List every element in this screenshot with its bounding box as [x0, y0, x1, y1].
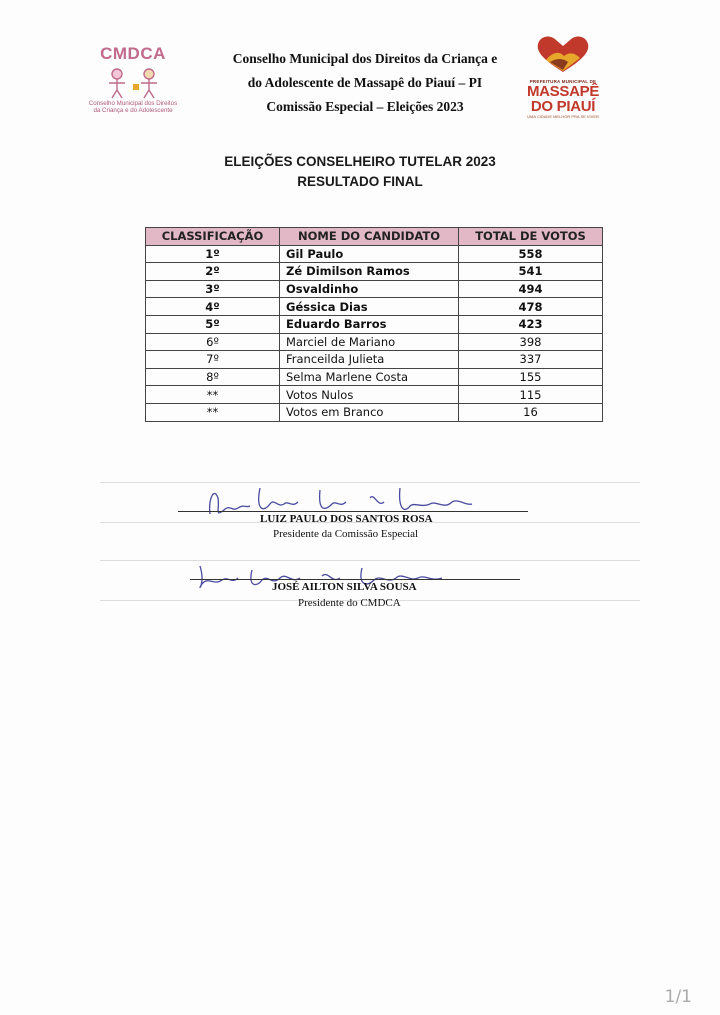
candidate-cell: Franceilda Julieta [280, 351, 459, 369]
header-line-2: do Adolescente de Massapê do Piauí – PI [247, 75, 483, 90]
rank-cell: ** [146, 386, 280, 404]
signatory-role: Presidente da Comissão Especial [273, 528, 419, 540]
document-titles [0, 152, 720, 192]
page-indicator: 1/1 [664, 987, 692, 1007]
signature-line [190, 579, 520, 580]
column-header-rank: CLASSIFICAÇÃO [146, 228, 280, 246]
candidate-cell: Eduardo Barros [280, 315, 459, 333]
rank-cell: 8º [146, 368, 280, 386]
signature-line [178, 511, 528, 512]
rank-cell: 1º [146, 245, 280, 263]
table-row [146, 351, 603, 369]
table-row [146, 386, 603, 404]
massape-logo [520, 34, 606, 124]
table-header-row [146, 228, 603, 246]
table-row [146, 298, 603, 316]
candidate-cell: Votos Nulos [280, 386, 459, 404]
table-row [146, 315, 603, 333]
votes-cell: 494 [459, 280, 603, 298]
document-header [200, 47, 530, 119]
massape-logo-line1: MASSAPÊ [526, 83, 600, 100]
heart-landscape-icon [534, 34, 592, 74]
votes-cell: 478 [459, 298, 603, 316]
votes-cell: 541 [459, 263, 603, 281]
rank-cell: ** [146, 403, 280, 421]
candidate-cell: Osvaldinho [280, 280, 459, 298]
candidate-cell: Selma Marlene Costa [280, 368, 459, 386]
rank-cell: 7º [146, 351, 280, 369]
children-figures-icon [93, 66, 173, 100]
cmdca-subtitle-2: da Criança e do Adolescente [93, 107, 173, 114]
candidate-cell: Géssica Dias [280, 298, 459, 316]
table-row [146, 280, 603, 298]
signatory-role: Presidente do CMDCA [298, 597, 401, 609]
votes-cell: 16 [459, 403, 603, 421]
table-row [146, 368, 603, 386]
rank-cell: 4º [146, 298, 280, 316]
candidate-cell: Zé Dimilson Ramos [280, 263, 459, 281]
votes-cell: 337 [459, 351, 603, 369]
rank-cell: 2º [146, 263, 280, 281]
massape-logo-top: PREFEITURA MUNICIPAL DE [529, 79, 597, 84]
table-row [146, 403, 603, 421]
table-row [146, 333, 603, 351]
table-row [146, 245, 603, 263]
document-title: ELEIÇÕES CONSELHEIRO TUTELAR 2023 [224, 154, 496, 169]
votes-cell: 558 [459, 245, 603, 263]
signatory-name: JOSÉ AILTON SILVA SOUSA [272, 581, 417, 593]
candidate-cell: Gil Paulo [280, 245, 459, 263]
rank-cell: 5º [146, 315, 280, 333]
votes-cell: 155 [459, 368, 603, 386]
signatory-name: LUIZ PAULO DOS SANTOS ROSA [260, 513, 433, 525]
cmdca-logo [78, 44, 188, 119]
column-header-name: NOME DO CANDIDATO [280, 228, 459, 246]
column-header-votes: TOTAL DE VOTOS [459, 228, 603, 246]
rank-cell: 3º [146, 280, 280, 298]
candidate-cell: Marciel de Mariano [280, 333, 459, 351]
document-subtitle: RESULTADO FINAL [297, 174, 423, 189]
results-table [145, 227, 603, 422]
rank-cell: 6º [146, 333, 280, 351]
cmdca-subtitle-1: Conselho Municipal dos Direitos [88, 100, 178, 107]
votes-cell: 423 [459, 315, 603, 333]
votes-cell: 115 [459, 386, 603, 404]
cmdca-logo-text: CMDCA [100, 44, 166, 63]
table-row [146, 263, 603, 281]
massape-logo-line2: DO PIAUÍ [530, 98, 596, 115]
votes-cell: 398 [459, 333, 603, 351]
header-line-1: Conselho Municipal dos Direitos da Criança e [232, 51, 498, 66]
header-line-3: Comissão Especial – Eleições 2023 [266, 99, 464, 114]
massape-logo-slogan: UMA CIDADE MELHOR PRA SE VIVER [527, 114, 599, 119]
candidate-cell: Votos em Branco [280, 403, 459, 421]
